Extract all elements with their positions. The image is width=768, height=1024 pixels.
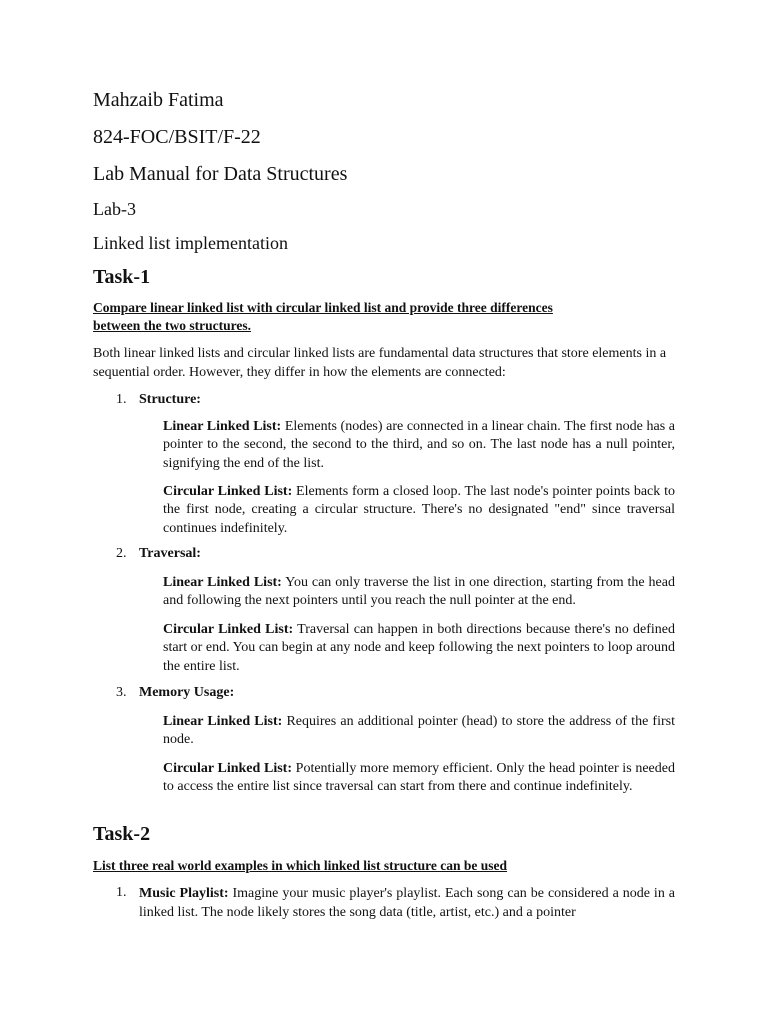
item-heading: Memory Usage: bbox=[139, 685, 235, 700]
linear-label: Linear Linked List: bbox=[163, 575, 282, 590]
linear-description bbox=[163, 574, 675, 611]
task2-item-description bbox=[139, 885, 675, 922]
circular-description bbox=[163, 760, 675, 797]
linear-description bbox=[163, 418, 675, 473]
author-name: Mahzaib Fatima bbox=[93, 89, 224, 111]
item-number: 1. bbox=[116, 885, 127, 900]
circular-description bbox=[163, 621, 675, 676]
item-number: 3. bbox=[116, 685, 127, 700]
item-heading: Structure: bbox=[139, 392, 201, 407]
task1-title: Task-1 bbox=[93, 266, 151, 288]
lab-number: Lab-3 bbox=[93, 199, 136, 219]
circular-label: Circular Linked List: bbox=[163, 484, 293, 499]
linear-text: Elements (nodes) are connected in a linear chain. The first node has a pointer to the second, the second to the third, and so on. The last node has a null pointer, signifying the end of the list. bbox=[163, 419, 675, 471]
task1-intro: Both linear linked lists and circular linked lists are fundamental data structures that store elements in a sequential order. However, they differ in how the elements are connected: bbox=[93, 346, 667, 380]
circular-text: Elements form a closed loop. The last node's pointer points back to the first node, creating a circular structure. There's no designated "end" since traversal continues indefinitely. bbox=[163, 484, 675, 536]
task1-instruction-line2: between the two structures. bbox=[93, 318, 251, 333]
task2-item-text: Imagine your music player's playlist. Each song can be considered a node in a linked list. The node likely stores the song data (title, artist, etc.) and a pointer bbox=[139, 886, 676, 920]
linear-description bbox=[163, 713, 675, 750]
item-number: 2. bbox=[116, 546, 127, 561]
task2-item-heading: Music Playlist: bbox=[139, 886, 229, 901]
item-heading: Traversal: bbox=[139, 546, 201, 561]
circular-text: Potentially more memory efficient. Only the head pointer is needed to access the entire list since traversal can start from there and continue indefinitely. bbox=[163, 761, 675, 795]
circular-description bbox=[163, 483, 675, 538]
linear-text: You can only traverse the list in one direction, starting from the head and following the next pointers until you reach the null pointer at the end. bbox=[163, 575, 675, 609]
roll-number: 824-FOC/BSIT/F-22 bbox=[93, 126, 261, 148]
task1-instruction-line1: Compare linear linked list with circular linked list and provide three differences bbox=[93, 300, 553, 315]
circular-label: Circular Linked List: bbox=[163, 761, 292, 776]
item-number: 1. bbox=[116, 392, 127, 407]
task2-instruction: List three real world examples in which linked list structure can be used bbox=[93, 858, 508, 873]
linear-text: Requires an additional pointer (head) to store the address of the first node. bbox=[163, 714, 675, 748]
circular-label: Circular Linked List: bbox=[163, 622, 294, 637]
circular-text: Traversal can happen in both directions because there's no defined start or end. You can begin at any node and keep following the next pointers to loop around the entire list. bbox=[163, 622, 675, 674]
linear-label: Linear Linked List: bbox=[163, 419, 282, 434]
task2-title: Task-2 bbox=[93, 823, 151, 845]
lab-topic: Linked list implementation bbox=[93, 233, 288, 253]
course-title: Lab Manual for Data Structures bbox=[93, 163, 348, 185]
linear-label: Linear Linked List: bbox=[163, 714, 283, 729]
